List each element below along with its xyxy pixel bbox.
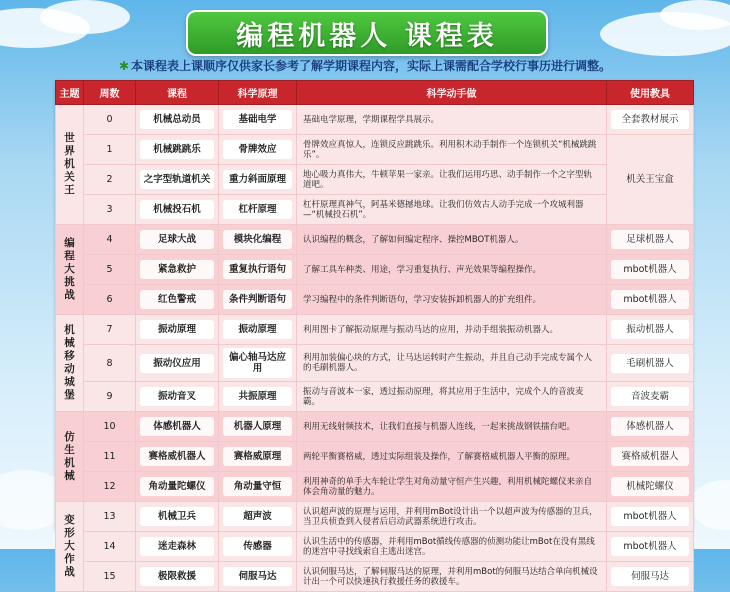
course-cell: 角动量陀螺仪 <box>140 477 214 496</box>
table-row <box>56 195 694 225</box>
course-cell: 赛格威机器人 <box>140 447 214 466</box>
course-cell: 振动音叉 <box>140 387 214 406</box>
course-cell: 振动原理 <box>140 320 214 339</box>
principle-cell: 条件判断语句 <box>223 290 292 309</box>
table-row <box>56 412 694 442</box>
week-cell: 12 <box>84 472 136 502</box>
header-tool: 使用教具 <box>607 81 694 105</box>
theme-cell: 世界机关王 <box>56 105 84 225</box>
table-row <box>56 345 694 382</box>
table-row <box>56 562 694 592</box>
hands-on-cell: 利用神奇的单手大车轮让学生对角动量守恒产生兴趣，利用机械陀螺仪来亲自体会角动量的魅力。 <box>297 472 607 502</box>
table-row <box>56 442 694 472</box>
week-cell: 9 <box>84 382 136 412</box>
header-week: 周数 <box>84 81 136 105</box>
hands-on-cell: 了解工具车种类、用途，学习重复执行、声光效果等编程操作。 <box>297 255 607 285</box>
table-row <box>56 285 694 315</box>
table-header-row <box>56 81 694 105</box>
course-cell: 红色警戒 <box>140 290 214 309</box>
header-principle: 科学原理 <box>219 81 297 105</box>
principle-cell: 传感器 <box>223 537 292 556</box>
table-row <box>56 255 694 285</box>
hands-on-cell: 振动与音波本一家，透过振动原理，将其应用于生活中，完成个人的音波麦霸。 <box>297 382 607 412</box>
tool-cell: 机械陀螺仪 <box>611 477 689 496</box>
notice-text: 本课程表上课顺序仅供家长参考了解学期课程内容，实际上课需配合学校行事历进行调整。 <box>131 59 612 73</box>
week-cell: 3 <box>84 195 136 225</box>
schedule-table <box>55 80 694 592</box>
hands-on-cell: 杠杆原理真神气，阿基米德撼地球。让我们仿效古人动手完成一个攻城利器—“机械投石机”。 <box>297 195 607 225</box>
hands-on-cell: 认识伺服马达，了解伺服马达的原理，并利用mBot的伺服马达结合单向机械设计出一个可以快速执行救援任务的救援车。 <box>297 562 607 592</box>
page-title: 编程机器人 课程表 <box>186 10 548 56</box>
principle-cell: 共振原理 <box>223 387 292 406</box>
week-cell: 2 <box>84 165 136 195</box>
week-cell: 14 <box>84 532 136 562</box>
course-cell: 振动仪应用 <box>140 354 214 373</box>
theme-cell: 仿生机械 <box>56 412 84 502</box>
principle-cell: 模块化编程 <box>223 230 292 249</box>
table-row <box>56 105 694 135</box>
theme-cell: 变形大作战 <box>56 502 84 592</box>
course-cell: 体感机器人 <box>140 417 214 436</box>
hands-on-cell: 认识编程的概念，了解如何编定程序、操控MBOT机器人。 <box>297 225 607 255</box>
header-course: 课程 <box>136 81 219 105</box>
tool-cell: 足球机器人 <box>611 230 689 249</box>
tool-cell: 毛刷机器人 <box>611 354 689 373</box>
schedule-notice <box>0 57 730 74</box>
hands-on-cell: 两轮平衡赛格威，透过实际组装及操作，了解赛格威机器人平衡的原理。 <box>297 442 607 472</box>
course-cell: 迷走森林 <box>140 537 214 556</box>
tool-cell: mbot机器人 <box>611 507 689 526</box>
principle-cell: 偏心轴马达应用 <box>223 348 292 378</box>
hands-on-cell: 基础电学原理，学期课程学具展示。 <box>297 105 607 135</box>
header-theme: 主题 <box>56 81 84 105</box>
table-row <box>56 225 694 255</box>
hands-on-cell: 地心吸力真伟大，牛顿苹果一家亲。让我们运用巧思、动手制作一个之字型轨道吧。 <box>297 165 607 195</box>
tool-cell: mbot机器人 <box>611 260 689 279</box>
week-cell: 7 <box>84 315 136 345</box>
principle-cell: 重复执行语句 <box>223 260 292 279</box>
course-cell: 机械跳跳乐 <box>140 140 214 159</box>
principle-cell: 超声波 <box>223 507 292 526</box>
course-cell: 机械总动员 <box>140 110 214 129</box>
week-cell: 13 <box>84 502 136 532</box>
principle-cell: 伺服马达 <box>223 567 292 586</box>
course-cell: 机械卫兵 <box>140 507 214 526</box>
hands-on-cell: 利用无线射频技术，让我们直接与机器人连线，一起来挑战钢铁擂台吧。 <box>297 412 607 442</box>
table-row <box>56 382 694 412</box>
cloud-decoration <box>40 0 130 34</box>
table-row <box>56 135 694 165</box>
hands-on-cell: 骨牌效应真惊人，连锁反应跳跳乐。利用积木动手制作一个连锁机关“机械跳跳乐”。 <box>297 135 607 165</box>
table-row <box>56 502 694 532</box>
course-cell: 之字型轨道机关 <box>140 170 214 189</box>
hands-on-cell: 认识超声波的原理与运用，并利用mBot设计出一个以超声波为传感器的卫兵，当卫兵侦查到入侵者后启动武器系统进行攻击。 <box>297 502 607 532</box>
week-cell: 15 <box>84 562 136 592</box>
theme-cell: 机械移动城堡 <box>56 315 84 412</box>
tool-cell: 音波麦霸 <box>611 387 689 406</box>
principle-cell: 重力斜面原理 <box>223 170 292 189</box>
table-row <box>56 165 694 195</box>
week-cell: 1 <box>84 135 136 165</box>
hands-on-cell: 利用加装偏心块的方式，让马达运转时产生振动，并且自己动手完成专属个人的毛刷机器人。 <box>297 345 607 382</box>
tool-cell: 赛格威机器人 <box>611 447 689 466</box>
asterisk-icon: ✱ <box>118 59 130 73</box>
week-cell: 4 <box>84 225 136 255</box>
course-cell: 极限救援 <box>140 567 214 586</box>
tool-cell: 机关王宝盒 <box>607 135 694 225</box>
week-cell: 5 <box>84 255 136 285</box>
cloud-decoration <box>660 0 730 30</box>
tool-cell: 振动机器人 <box>611 320 689 339</box>
week-cell: 0 <box>84 105 136 135</box>
week-cell: 11 <box>84 442 136 472</box>
principle-cell: 杠杆原理 <box>223 200 292 219</box>
week-cell: 10 <box>84 412 136 442</box>
course-cell: 机械投石机 <box>140 200 214 219</box>
course-cell: 紧急救护 <box>140 260 214 279</box>
tool-cell: 全套教材展示 <box>611 110 689 129</box>
principle-cell: 角动量守恒 <box>223 477 292 496</box>
table-row <box>56 532 694 562</box>
hands-on-cell: 利用图卡了解振动原理与振动马达的应用，并动手组装振动机器人。 <box>297 315 607 345</box>
principle-cell: 振动原理 <box>223 320 292 339</box>
header-hands-on: 科学动手做 <box>297 81 607 105</box>
tool-cell: 伺服马达 <box>611 567 689 586</box>
theme-cell: 编程大挑战 <box>56 225 84 315</box>
principle-cell: 骨牌效应 <box>223 140 292 159</box>
schedule-table-container <box>55 80 693 587</box>
principle-cell: 机器人原理 <box>223 417 292 436</box>
hands-on-cell: 学习编程中的条件判断语句，学习安装拆卸机器人的扩充组件。 <box>297 285 607 315</box>
course-cell: 足球大战 <box>140 230 214 249</box>
tool-cell: mbot机器人 <box>611 290 689 309</box>
table-row <box>56 472 694 502</box>
cloud-decoration <box>690 480 730 530</box>
tool-cell: 体感机器人 <box>611 417 689 436</box>
principle-cell: 基础电学 <box>223 110 292 129</box>
week-cell: 8 <box>84 345 136 382</box>
principle-cell: 赛格威原理 <box>223 447 292 466</box>
table-row <box>56 315 694 345</box>
week-cell: 6 <box>84 285 136 315</box>
tool-cell: mbot机器人 <box>611 537 689 556</box>
hands-on-cell: 认识生活中的传感器，并利用mBot循线传感器的侦测功能让mBot在没有黑线的迷宫中寻找线索自主逃出迷宫。 <box>297 532 607 562</box>
